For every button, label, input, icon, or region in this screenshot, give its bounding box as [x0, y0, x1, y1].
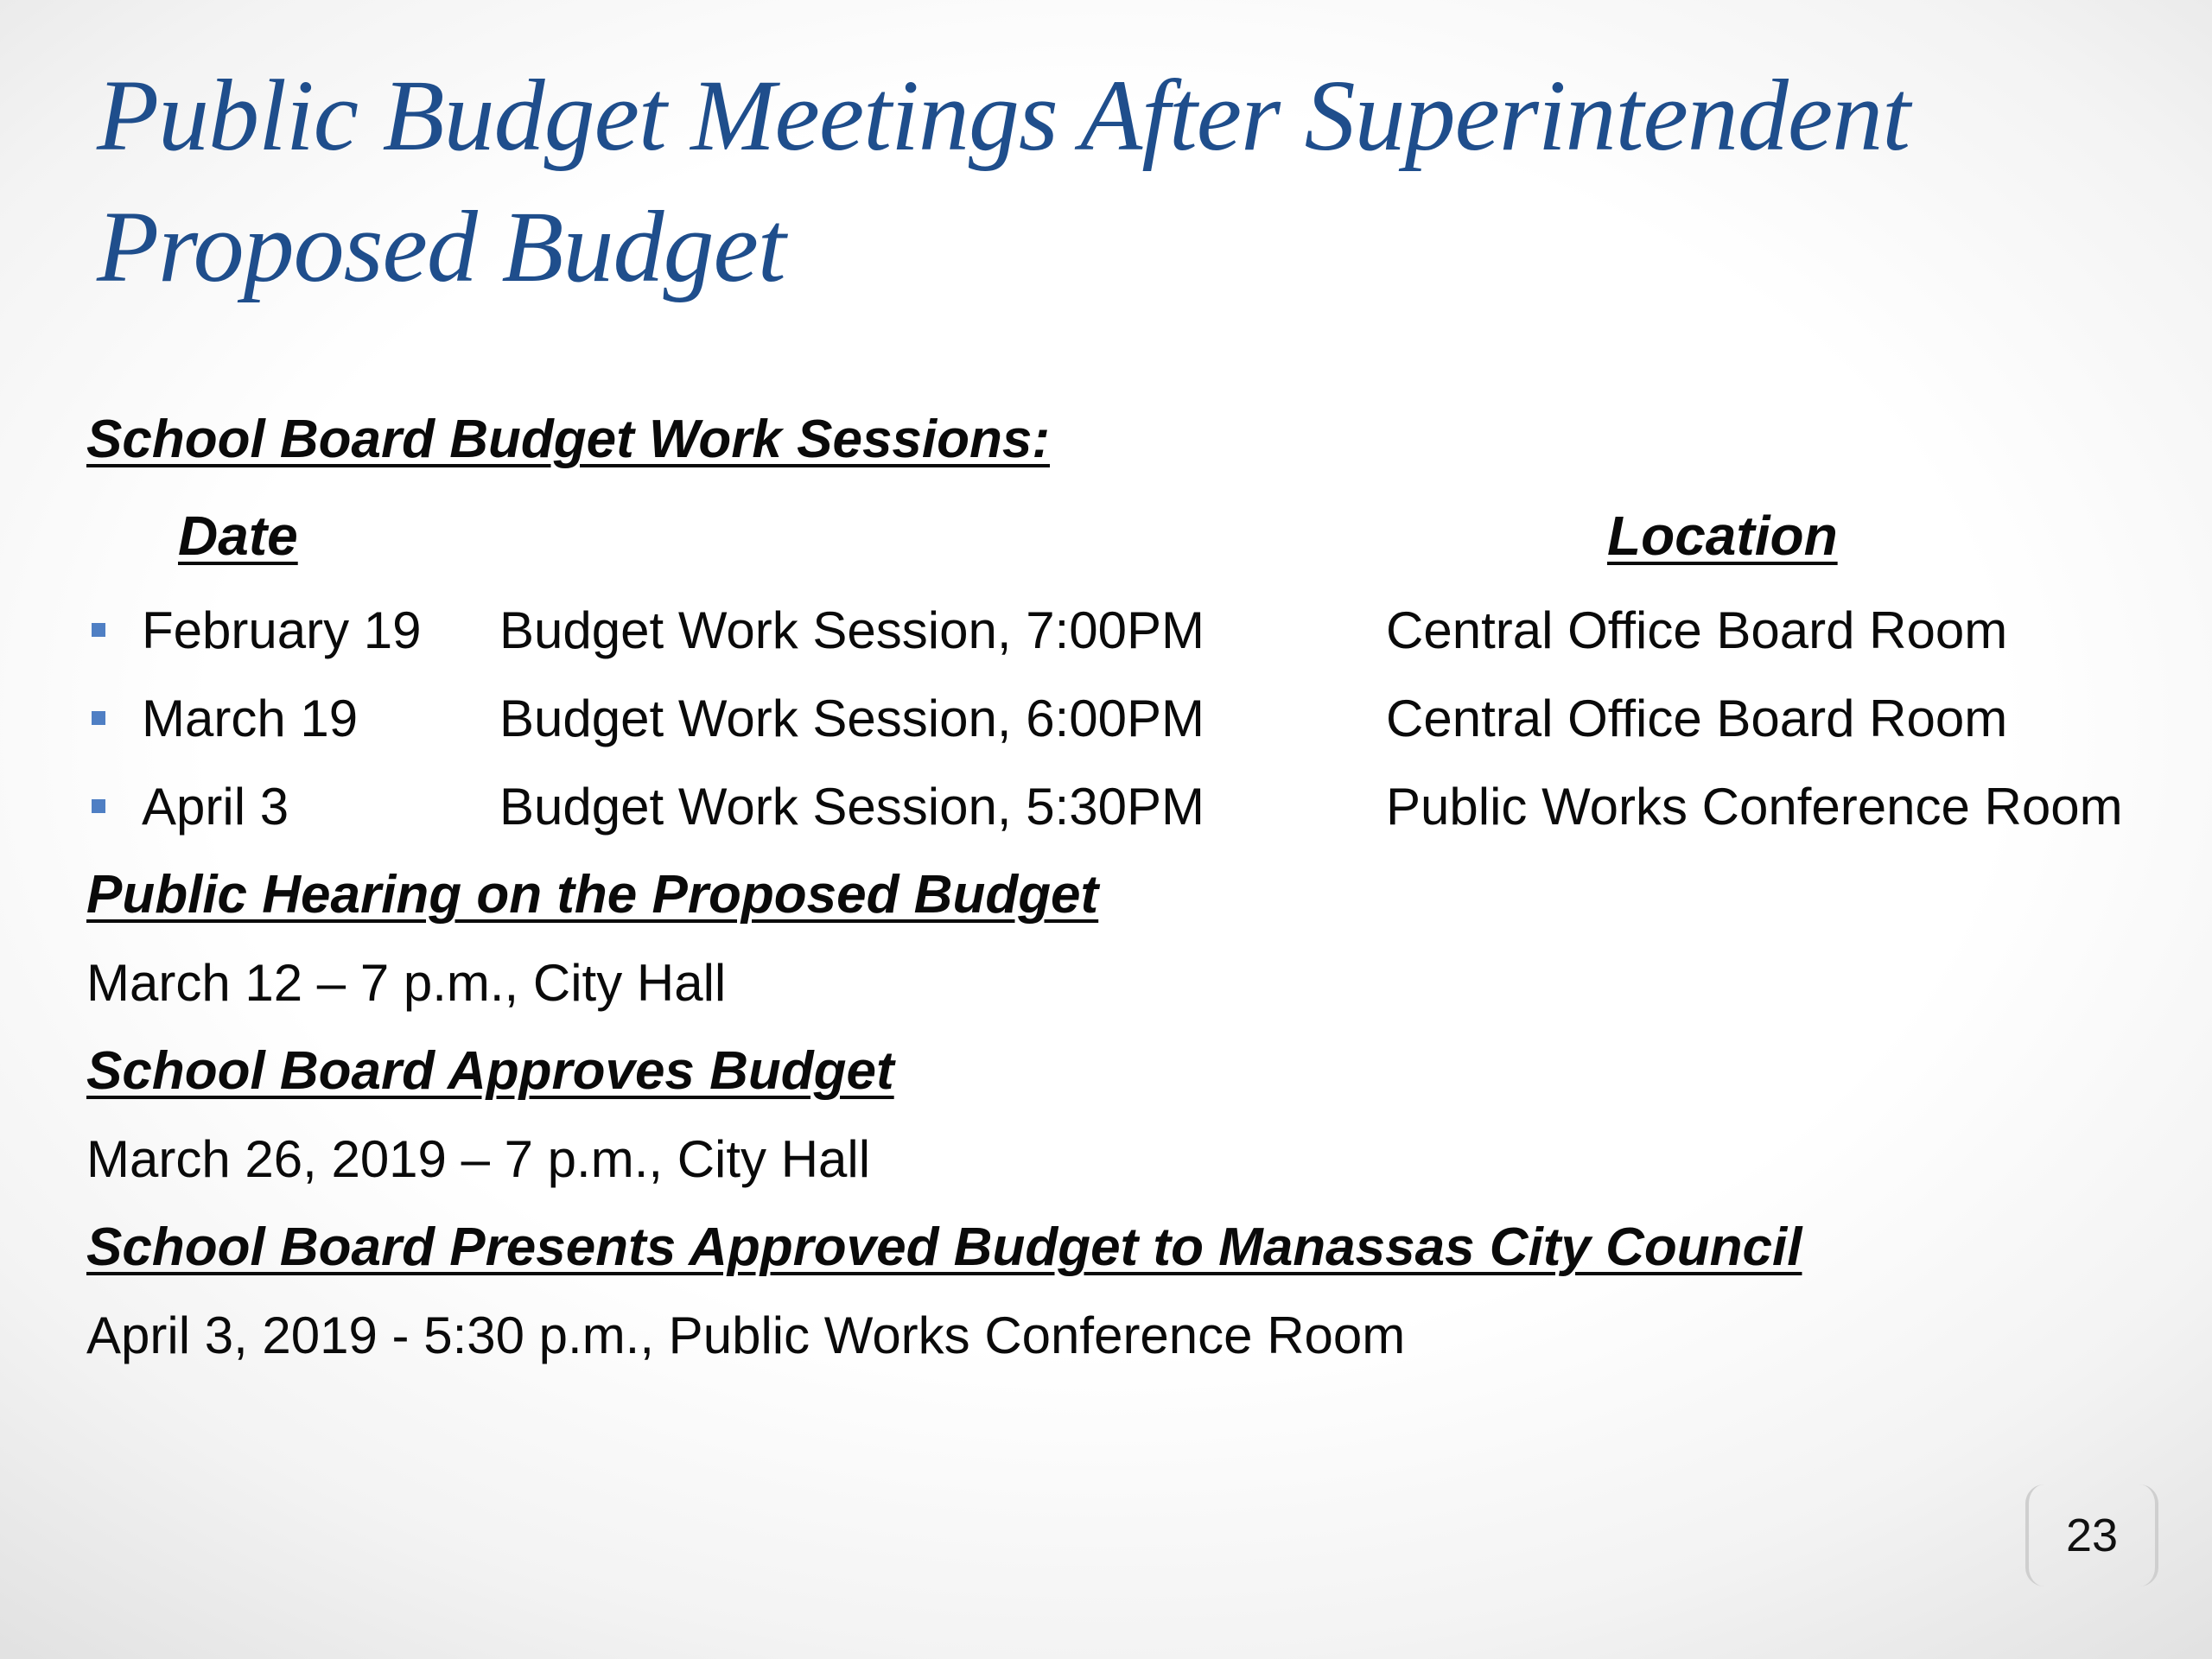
location-column-header: Location	[1607, 505, 1838, 567]
session-location: Public Works Conference Room	[1386, 778, 2123, 836]
page-number: 23	[2065, 1510, 2119, 1561]
session-date: April 3	[142, 778, 289, 836]
square-bullet-icon	[92, 623, 105, 637]
session-description: Budget Work Session, 5:30PM	[499, 778, 1205, 836]
square-bullet-icon	[92, 799, 105, 813]
public-hearing-heading: Public Hearing on the Proposed Budget	[86, 865, 1099, 925]
session-description: Budget Work Session, 6:00PM	[499, 690, 1205, 747]
session-date: February 19	[142, 601, 422, 659]
date-column-header: Date	[178, 505, 298, 567]
work-sessions-heading: School Board Budget Work Sessions:	[86, 410, 1051, 469]
work-session-row	[86, 596, 2195, 665]
work-session-row	[86, 684, 2195, 753]
page-number-frame	[2025, 1484, 2158, 1586]
session-location: Central Office Board Room	[1386, 690, 2008, 747]
public-hearing-detail: March 12 – 7 p.m., City Hall	[86, 954, 727, 1012]
board-approves-heading: School Board Approves Budget	[86, 1041, 894, 1101]
council-presentation-detail: April 3, 2019 - 5:30 p.m., Public Works Conference Room	[86, 1306, 1406, 1364]
board-approves-detail: March 26, 2019 – 7 p.m., City Hall	[86, 1130, 871, 1188]
council-presentation-heading: School Board Presents Approved Budget to Manassas City Council	[86, 1217, 1802, 1277]
square-bullet-icon	[92, 711, 105, 725]
session-location: Central Office Board Room	[1386, 601, 2008, 659]
session-description: Budget Work Session, 7:00PM	[499, 601, 1205, 659]
slide-title: Public Budget Meetings After Superintendent Proposed Budget	[97, 59, 1910, 303]
session-date: March 19	[142, 690, 359, 747]
work-session-row	[86, 772, 2195, 842]
